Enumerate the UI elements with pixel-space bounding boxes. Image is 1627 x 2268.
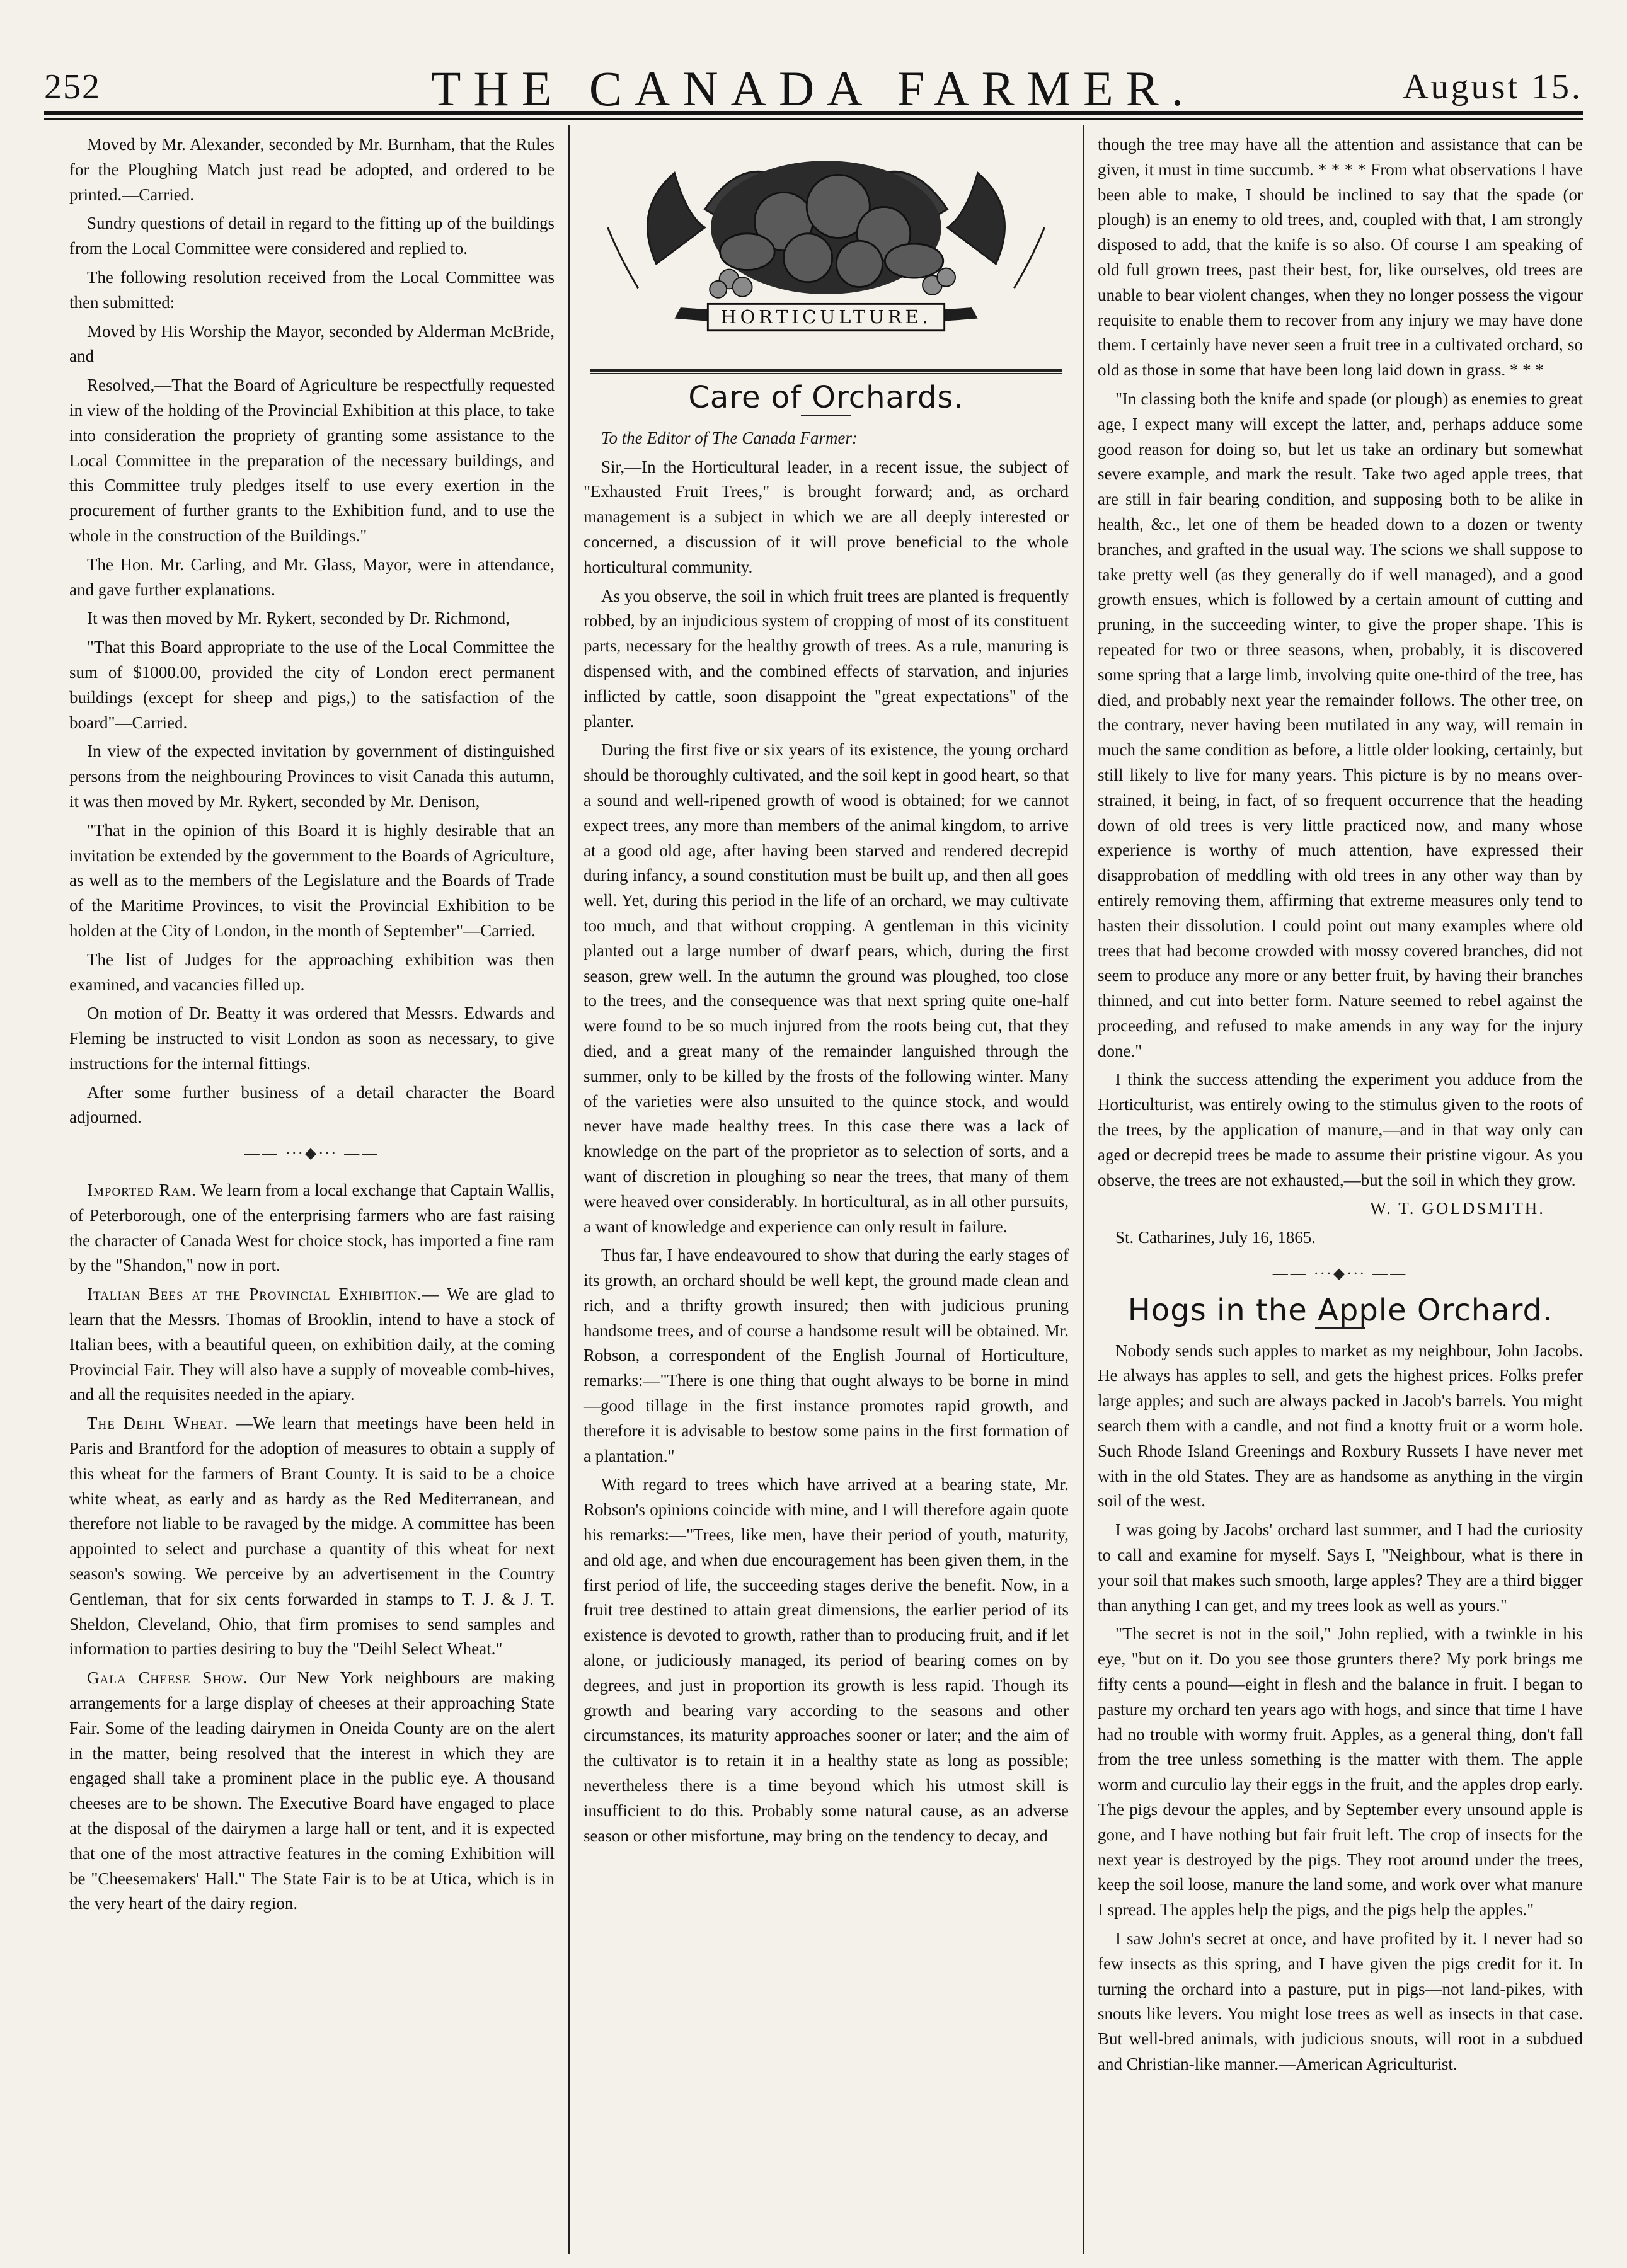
masthead-rule-thick — [44, 111, 1583, 115]
paragraph: During the first five or six years of its existence, the young orchard should be thoroughly cultivated, and the soil kept in good heart, so that a sound and well-ripened growth of wood is obtained; for we cannot expect trees, any more than members of the animal kingdom, to arrive at a good old age, after having been starved and rendered decrepid during infancy, a sound constitution must be built up, and then all goes well. Yet, during this period in the life of an orchard, we may cultivate too much, and that without cropping. A gentleman in this vicinity planted out a large number of dwarf pears, which, during the first season, grew well. In the autumn the ground was ploughed, too close to the trees, and the consequence was that next spring quite one-half were found to be so much injured from the roots being cut, that they died, and a great many of the remainder languished through the summer, only to be killed by the frosts of the following winter. Many of the varieties were also unsuited to the quince stock, and would never have made healthy trees. In this case there was a lack of knowledge on the part of the proprietor as to selection of sorts, and a want of discretion in ploughing so near the trees, that many of them were heaved over considerably. In horticultural, as in all other pursuits, a want of knowledge and experience can only result in failure. — [584, 740, 1069, 1236]
paragraph: I think the success attending the experiment you adduce from the Horticulturist, was entirely owing to the stimulus given to the roots of the trees, by the application of manure,—and in that way only can aged or decrepid trees be made to assume their pristine vigour. As you observe, the trees are not exhausted,—but the soil in which they grow. — [1098, 1070, 1583, 1189]
news-item-deihl-wheat — [69, 1411, 555, 1662]
column-1 — [44, 125, 568, 2254]
newspaper-title: THE CANADA FARMER. — [430, 61, 1197, 116]
dateline: St. Catharines, July 16, 1865. — [1115, 1228, 1316, 1247]
masthead-rule-thin — [44, 118, 1583, 120]
paragraph: Sir,—In the Horticultural leader, in a recent issue, the subject of "Exhausted Fruit Trees," is brought forward; and, as orchard management is a subject in which we are all deeply interested or concerned, a discussion of it will prove beneficial to the whole horticultural community. — [584, 457, 1069, 576]
news-item-cheese-show — [69, 1666, 555, 1916]
signature: W. T. GOLDSMITH. — [1370, 1199, 1545, 1218]
paragraph: As you observe, the soil in which fruit trees are planted is frequently robbed, by an injudicious system of cropping of most of its constituent parts, necessary for the healthy growth of trees. As a rule, manuring is dispensed with, and the combined effects of starvation, and injuries inflicted by cattle, soon disappoint the "great expectations" of the planter. — [584, 586, 1069, 731]
item-heading: Imported Ram. — [87, 1181, 197, 1200]
horticulture-vignette — [584, 132, 1069, 359]
column-2 — [568, 125, 1083, 2254]
paragraph: Thus far, I have endeavoured to show that during the early stages of its growth, an orchard should be well kept, the ground made clean and rich, and a thrifty growth insured; then with judicious pruning handsome trees, and of course a handsome result will be obtained. Mr. Robson, a correspondent of the English Journal of Horticulture, remarks:—"There is one thing that ought always to be borne in mind —good tillage in the first instance promotes rapid growth, and therefore it is advisable to bestow some pains in the first formation of a plantation." — [584, 1246, 1069, 1465]
item-heading: Gala Cheese Show. — [87, 1668, 248, 1688]
rule — [590, 369, 1062, 372]
item-body: —We learn that meetings have been held in Paris and Brantford for the adoption of measures to obtain a supply of this wheat for the farmers of Brant County. It is said to be a choice white wheat, as early and as hardy as the Red Mediterranean, and therefore not liable to be ravaged by the midge. A committee has been appointed to select and purchase a quantity of this wheat for next season's sowing. We perceive by an advertisement in the Country Gentleman, that for six cents forwarded in stamps to T. J. & J. T. Sheldon, Cleveland, Ohio, that firm promises to send samples and information to parties desiring to buy the "Deihl Select Wheat." — [69, 1414, 555, 1659]
paragraph: The list of Judges for the approaching exhibition was then examined, and vacancies filled up. — [69, 949, 555, 994]
paragraph: It was then moved by Mr. Rykert, seconded by Dr. Richmond, — [87, 609, 510, 628]
article-title-care-of-orchards: Care of Orchards. — [688, 380, 964, 415]
paragraph: "That in the opinion of this Board it is highly desirable that an invitation be extended by the government to the Boards of Agriculture, as well as to the members of the Legislature and the Boards of Trade of the Maritime Provinces, to visit the Provincial Exhibition to be holden at the City of London, in the month of September"—Carried. — [69, 820, 555, 940]
issue-date: August 15. — [1403, 67, 1583, 106]
paragraph: In view of the expected invitation by government of distinguished persons from the neighbouring Provinces to visit Canada this autumn, it was then moved by Mr. Rykert, seconded by Mr. Denison, — [69, 742, 555, 811]
paragraph: Sundry questions of detail in regard to the fitting up of the buildings from the Local Committee were considered and replied to. — [69, 214, 555, 258]
item-body: We learn from a local exchange that Captain Wallis, of Peterborough, one of the enterprising farmers who are fast raising the character of Canada West for choice stock, has imported a fine ram by the "Shandon," now in port. — [69, 1181, 555, 1275]
paragraph: Resolved,—That the Board of Agriculture be respectfully requested in view of the holding of the Provincial Exhibition at this place, to take into consideration the propriety of granting some assistance to the Local Committee in the preparation of the necessary buildings, and this Committee truly pledges itself to use every exertion in the procurement of further grants to the Exhibition fund, and to use the whole in the construction of the Buildings." — [69, 375, 555, 545]
paragraph: With regard to trees which have arrived at a bearing state, Mr. Robson's opinions coincide with mine, and I will therefore again quote his remarks:—"Trees, like men, have their period of youth, maturity, and old age, and when due encouragement has been given them, in the first period of life, the succeeding stages derive the benefit. Now, in a fruit tree destined to attain great dimensions, the earlier period of its existence is devoted to growth, rather than to producing fruit, and if let alone, or judiciously managed, its period of bearing comes on by degrees, and just in proportion its growth is less rapid. Though its growth and bearing vary according to the seasons and other circumstances, its maturity approaches sooner or later; and the aim of the cultivator is to retain it in a healthy state as long as possible; nevertheless there is a time beyond which his utmost skill is insufficient to do this. Probably some natural cause, as an adverse season or other misfortune, may bring on the tendency to decay, and — [584, 1475, 1069, 1845]
paragraph: The following resolution received from the Local Committee was then submitted: — [69, 267, 555, 312]
paragraph: I was going by Jacobs' orchard last summer, and I had the curiosity to call and examine for myself. Says I, "Neighbour, what is there in your soil that makes such smooth, large apples? They are a third bigger than anything I can get, and my trees look as well as yours." — [1098, 1520, 1583, 1615]
paragraph: I saw John's secret at once, and have profited by it. I never had so few insects as this spring, and I have given the pigs credit for it. In turning the orchard into a pasture, put in pigs—not land-pikes, with snouts like levers. You might lose trees as well as insects in that case. But well-bred animals, with judicious snouts, will root in a subdued and Christian-like manner.—American Agriculturist. — [1098, 1928, 1583, 2073]
paragraph: Moved by His Worship the Mayor, seconded by Alderman McBride, and — [69, 321, 555, 366]
paragraph: "That this Board appropriate to the use of the Local Committee the sum of $1000.00, provided the city of London erect permanent buildings (except for sheep and pigs,) to the satisfaction of the board"—Carried. — [69, 638, 555, 732]
item-heading: Italian Bees at the Provincial Exhibition.— — [87, 1285, 440, 1304]
ornament-divider: —— ∙∙∙◆∙∙∙ —— — [1272, 1266, 1408, 1283]
column-3 — [1083, 125, 1583, 2254]
paragraph: On motion of Dr. Beatty it was ordered that Messrs. Edwards and Fleming be instructed to visit London as soon as necessary, to give instructions for the internal fittings. — [69, 1004, 555, 1073]
horticulture-banner-text: HORTICULTURE. — [720, 306, 932, 328]
item-body: We are glad to learn that the Messrs. Thomas of Brooklin, intend to have a stock of Italian bees, with a beautiful queen, on exhibition daily, at the coming Provincial Fair. They will also have a supply of moveable comb-hives, and all the requisites needed in the apiary. — [69, 1285, 555, 1404]
paragraph: Nobody sends such apples to market as my neighbour, John Jacobs. He always has apples to sell, and gets the highest prices. Folks prefer large apples; and such are always packed in Jacob's barrels. You might search them with a candle, and not find a knotty fruit or a worm hole. Such Rhode Island Greenings and Roxbury Russets I have never met with in the old States. They are as handsome as anything in the virgin soil of the west. — [1098, 1341, 1583, 1511]
paragraph: "The secret is not in the soil," John replied, with a twinkle in his eye, "but on it. Do you see those grunters there? My pork brings me fifty cents a pound—eight in flesh and the balance in fruit. I began to pasture my orchard ten years ago with hogs, and since that time I have had no trouble with wormy fruit. Apples, as a general thing, don't fall from the tree unless something is the matter with them. The apple worm and curculio lay their eggs in the fruit, and the apples drop early. The pigs devour the apples, and by September every unsound apple is gone, and I have nothing but fair fruit left. The crop of insects for the next year is destroyed by the pigs. They root around under the trees, keep the soil loose, manure the land some, and work over what manure I spread. The apples help the pigs, and the pigs help the apples." — [1098, 1624, 1583, 1920]
masthead — [44, 25, 1583, 116]
rule — [590, 373, 1062, 374]
page-number: 252 — [44, 67, 101, 106]
paragraph: The Hon. Mr. Carling, and Mr. Glass, Mayor, were in attendance, and gave further explanations. — [69, 554, 555, 599]
paragraph: After some further business of a detail character the Board adjourned. — [69, 1082, 555, 1127]
ornament-divider: —— ∙∙∙◆∙∙∙ —— — [244, 1145, 380, 1162]
news-item-imported-ram — [69, 1178, 555, 1278]
columns — [44, 125, 1583, 2254]
news-item-italian-bees — [69, 1282, 555, 1407]
paragraph: "In classing both the knife and spade (or plough) as enemies to great age, I expect many will except the latter, and, perhaps adduce some good reason for doing so, but let us take an ordinary but somewhat severe example, and mark the result. Take two aged apple trees, that are still in fair bearing condition, and supposing both to be alike in health, &c., let one of them be headed down to a dozen or twenty branches, and grafted in the usual way. The scions we shall suppose to take pretty well (as they generally do if well managed), and a good growth ensues, which is followed by a certain amount of cutting and pruning, in the succeeding winter, to give the proper shape. This is repeated for two or three seasons, when, probably, it is discovered some spring that a large limb, involving quite one-third of the tree, has died, and probably next year the remainder follows. The other tree, on the contrary, never having been mutilated in any way, will remain in much the same condition as before, a little older looking, certainly, but still likely to live for many years. This picture is by no means over-strained, it being, in fact, of so frequent occurrence that the heading down of old trees is very little practiced now, and many whose experience is worthy of much attention, have expressed their disapprobation of meddling with old trees in any other way than by entirely removing them, affirming that extreme measures only tend to hasten their dissolution. I could point out many examples where old trees that had become crowded with mossy covered branches, did not seem to produce any more or any better fruit, by having their branches thinned, and cut into better form. Nature seemed to rebel against the proceeding, and refused to make amends in any way for the injury done." — [1098, 389, 1583, 1060]
paragraph: Moved by Mr. Alexander, seconded by Mr. Burnham, that the Rules for the Ploughing Match just read be adopted, and ordered to be printed.—Carried. — [69, 135, 555, 204]
article-title-hogs-in-orchard: Hogs in the Apple Orchard. — [1127, 1292, 1553, 1328]
paragraph: though the tree may have all the attention and assistance that can be given, it must in time succumb. * * * * From what observations I have been able to make, I should be inclined to say that the spade (or plough) is an enemy to old trees, and, coupled with that, I am strongly disposed to add, that the knife is so also. Of course I am speaking of old full grown trees, past their best, for, like ourselves, old trees are unable to bear violent changes, when they no longer possess the vigour requisite to enable them to recover from any injury we may have done them. I certainly have never seen a fruit tree in a cultivated orchard, so old as those in some that have been long laid down in grass. * * * — [1098, 135, 1583, 380]
salutation: To the Editor of The Canada Farmer: — [601, 428, 858, 447]
item-body: Our New York neighbours are making arrangements for a large display of cheeses at their approaching State Fair. Some of the leading dairymen in Oneida County are on the alert in the matter, being resolved that the interest in which they are engaged shall take a prominent place in the public eye. A thousand cheeses are to be shown. The Executive Board have engaged to place at the disposal of the dairymen a large hall or tent, and it is expected that one of the most attractive features in the coming Exhibition will be "Cheesemakers' Hall." The State Fair is to be at Utica, which is in the very heart of the dairy region. — [69, 1668, 555, 1913]
item-heading: The Deihl Wheat. — [87, 1414, 229, 1433]
